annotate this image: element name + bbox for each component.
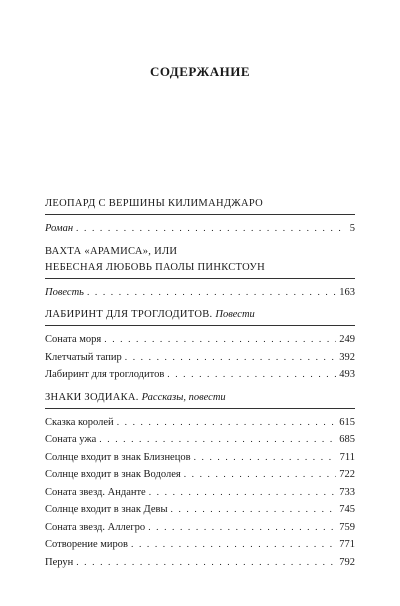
dot-leader — [184, 467, 337, 485]
section-heading — [45, 260, 355, 276]
toc-section — [45, 196, 355, 238]
toc-entry[interactable] — [45, 284, 355, 302]
page-number: 792 — [339, 556, 355, 568]
dot-leader — [117, 415, 337, 433]
section-heading — [45, 390, 355, 406]
page-number: 733 — [339, 486, 355, 498]
toc-entry[interactable] — [45, 366, 355, 384]
entry-title: Клетчатый тапир — [45, 351, 122, 363]
section-genre: Повести — [215, 309, 255, 320]
section-heading-text: ВАХТА «АРАМИСА», ИЛИ — [45, 245, 178, 257]
page-number: 711 — [339, 451, 355, 463]
entry-title: Солнце входит в знак Близнецов — [45, 451, 191, 463]
dot-leader — [76, 555, 336, 573]
page-number: 615 — [339, 416, 355, 428]
table-of-contents — [45, 196, 355, 577]
page-number: 745 — [339, 504, 355, 515]
entry-title: Сотворение миров — [45, 539, 128, 550]
dot-leader — [149, 485, 337, 503]
section-heading-text: НЕБЕСНАЯ ЛЮБОВЬ ПАОЛЫ ПИНКСТОУН — [45, 261, 266, 273]
entry-title: Соната звезд. Анданте — [45, 486, 146, 498]
section-genre: Рассказы, повести — [141, 391, 226, 403]
toc-entry[interactable] — [45, 484, 355, 502]
dot-leader — [104, 332, 336, 350]
section-heading-text: ЗНАКИ ЗОДИАКА. — [45, 391, 139, 403]
dot-leader — [76, 221, 347, 239]
dot-leader — [87, 285, 336, 303]
section-heading-text: ЛАБИРИНТ ДЛЯ ТРОГЛОДИТОВ. — [45, 309, 213, 320]
toc-section — [45, 390, 355, 572]
page-title: СОДЕРЖАНИЕ — [149, 64, 251, 79]
dot-leader — [167, 367, 336, 385]
entry-title: Сказка королей — [45, 416, 114, 428]
toc-entry[interactable] — [45, 466, 355, 484]
section-heading — [45, 307, 355, 323]
entry-title: Роман — [45, 223, 74, 234]
section-divider — [45, 278, 355, 279]
toc-entry[interactable] — [45, 331, 355, 349]
toc-entry[interactable] — [45, 519, 355, 537]
section-divider — [45, 214, 355, 215]
page-number: 163 — [339, 286, 355, 298]
page-number: 685 — [339, 434, 355, 445]
entry-title: Солнце входит в знак Водолея — [45, 469, 181, 480]
entry-title: Солнце входит в знак Девы — [45, 504, 168, 515]
dot-leader — [148, 520, 336, 538]
entry-title: Соната ужа — [45, 434, 97, 445]
toc-entry[interactable] — [45, 501, 355, 519]
page-number: 722 — [339, 469, 355, 480]
entry-title: Перун — [45, 556, 74, 568]
section-heading — [45, 196, 355, 212]
toc-entry[interactable] — [45, 449, 355, 467]
page-number: 493 — [339, 369, 355, 380]
toc-entry[interactable] — [45, 349, 355, 367]
dot-leader — [99, 432, 336, 450]
page-number: 5 — [349, 223, 355, 234]
dot-leader — [171, 502, 337, 520]
page-number: 759 — [339, 521, 355, 533]
toc-section — [45, 307, 355, 384]
entry-title: Соната звезд. Аллегро — [45, 521, 146, 533]
toc-entry[interactable] — [45, 554, 355, 572]
toc-entry[interactable] — [45, 536, 355, 554]
section-heading-text: ЛЕОПАРД С ВЕРШИНЫ КИЛИМАНДЖАРО — [45, 198, 264, 209]
dot-leader — [125, 350, 336, 368]
entry-title: Соната моря — [45, 334, 102, 345]
section-divider — [45, 325, 355, 326]
page-number: 249 — [339, 334, 355, 345]
section-divider — [45, 408, 355, 409]
page-number: 771 — [339, 539, 355, 550]
dot-leader — [194, 450, 337, 468]
page-number: 392 — [339, 351, 355, 363]
dot-leader — [131, 537, 336, 555]
toc-entry[interactable] — [45, 414, 355, 432]
entry-title: Повесть — [45, 286, 84, 298]
toc-entry[interactable] — [45, 431, 355, 449]
toc-section — [45, 244, 355, 302]
toc-entry[interactable] — [45, 220, 355, 238]
section-heading — [45, 244, 355, 260]
entry-title: Лабиринт для троглодитов — [45, 369, 165, 380]
